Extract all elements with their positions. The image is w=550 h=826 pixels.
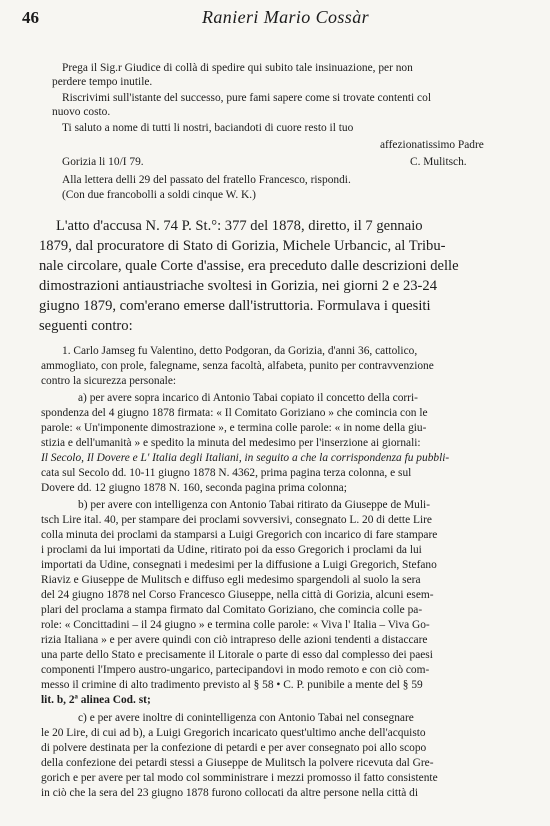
letter-line: Riscrivimi sull'istante del successo, pure fami sapere come si trovate contenti col [62,92,431,104]
letter-line: Ti saluto a nome di tutti li nostri, baciandoti di cuore resto il tuo [62,122,354,134]
letter-line: Prega il Sig.r Giudice di collà di spedire qui subito tale insinuazione, per non [62,62,413,74]
charge-line: di polvere destinata per la confezione di petardi e per aver consegnato poi allo scopo [41,742,427,754]
charge-line: spondenza del 4 giugno 1878 firmata: « Il Comitato Goriziano » che comincia con le [41,407,428,419]
letter-place-date: Gorizia li 10/I 79. [62,156,144,168]
letter-signature: C. Mulitsch. [410,156,467,168]
charge-line: plari del proclama a stampa firmato dal Comitato Goriziano, che comincia colle pa- [41,604,423,616]
paragraph-line: giugno 1879, com'erano emerse dall'istruttoria. Formulava i quesiti [39,298,431,314]
charge-line: role: « Concittadini – il 24 giugno » e termina colle parole: « Viva l' Italia – Viva Go- [41,619,430,631]
charge-line: tsch Lire ital. 40, per stampare dei proclami sovversivi, consegnato L. 20 di dette Lire [41,514,432,526]
letter-postscript: (Con due francobolli a soldi cinque W. K.) [62,189,256,201]
page-header [22,6,520,30]
charge-line: importati da Udine, consegnati i medesimi per la diffusione a Luigi Gregorich, Stefano [41,559,437,571]
paragraph-line: 1879, dal procuratore di Stato di Gorizia, Michele Urbancic, al Tribu- [39,238,446,254]
charge-line: componenti l'Impero austro-ungarico, partecipandovi in modo remoto e con ciò com- [41,664,430,676]
running-title: Ranieri Mario Cossàr [202,7,370,27]
charge-line: cata sul Secolo dd. 10-11 giugno 1878 N. 4362, prima pagina terza colonna, e sul [41,467,412,479]
charge-line: 1. Carlo Jamseg fu Valentino, detto Podgoran, da Gorizia, d'anni 36, cattolico, [62,345,418,357]
letter-line: nuovo costo. [52,106,111,118]
charge-line: Riaviz e Giuseppe de Mulitsch e diffuso egli medesimo spargendoli al suolo la sera [41,574,421,586]
paragraph-line: nale circolare, quale Corte d'assise, era preceduto dalle descrizioni delle [39,258,459,274]
page-number: 46 [22,8,39,27]
charge-line: colla minuta dei proclami da stamparsi a Luigi Gregorich con incarico di fare stampare [41,529,438,541]
charge-line: messo il crimine di alto tradimento previsto al § 58 • C. P. punibile a mente del § 59 [41,679,423,691]
charge-line: contro la sicurezza personale: [41,375,177,387]
charge-line: in ciò che la sera del 23 giugno 1878 furono collocati da altre persone nella città di [41,787,419,799]
charge-line: Il Secolo, Il Dovere e L' Italia degli Italiani, in seguito a che la corrispondenza fu pubbli- [41,452,450,464]
charge-line: della confezione dei petardi stessi a Giuseppe de Mulitsch la polvere ricevuta dal Gre- [41,757,434,769]
charge-line: c) e per avere inoltre di conintelligenza con Antonio Tabai nel consegnare [78,712,414,724]
paragraph-line: dimostrazioni antiaustriache svoltesi in Gorizia, nei giorni 2 e 23-24 [39,278,437,294]
charge-line: del 24 giugno 1878 nel Corso Francesco Giuseppe, nella città di Gorizia, alcuni esem- [41,589,434,601]
charge-line: i proclami da lui importati da Udine, ritirato poi da esso Gregorich i proclami da lui [41,544,422,556]
charge-line: b) per avere con intelligenza con Antonio Tabai ritirato da Giuseppe de Muli- [78,499,430,511]
charge-line: parole: « Un'imponente dimostrazione », e termina colle parole: « in nome della giu- [41,422,427,434]
charge-line: gorich e per avere per tal modo col somministrare i mezzi promosso il fatto consistente [41,772,438,784]
charge-line: lit. b, 2ª alinea Cod. st; [41,694,151,706]
charge-line: stizia e dell'umanità » e spedito la minuta del medesimo per l'inserzione ai giornali: [41,437,421,449]
charge-line: Dovere dd. 12 giugno 1878 N. 160, seconda pagina prima colonna; [41,482,347,494]
charge-line: rizia Italiana » e per avere quindi con ciò intrapreso delle azioni tendenti a distaccare [41,634,428,646]
letter-closing: affezionatissimo Padre [380,139,484,151]
charge-line: le 20 Lire, di cui ad b), a Luigi Gregorich incaricato quest'ultimo anche dell'acquisto [41,727,426,739]
letter-line: perdere tempo inutile. [52,76,153,88]
letter-postscript: Alla lettera delli 29 del passato del fratello Francesco, rispondi. [62,174,351,186]
paragraph-line: L'atto d'accusa N. 74 P. St.°: 377 del 1878, diretto, il 7 gennaio [56,218,423,234]
charge-line: a) per avere sopra incarico di Antonio Tabai copiato il concetto della corri- [78,392,418,404]
paragraph-line: seguenti contro: [39,318,133,334]
charge-line: una parte dello Stato e precisamente il Litorale o parte di esso dal complesso dei paesi [41,649,433,661]
charge-line: ammogliato, con prole, falegname, senza facoltà, alfabeta, punito per contravvenzione [41,360,434,372]
